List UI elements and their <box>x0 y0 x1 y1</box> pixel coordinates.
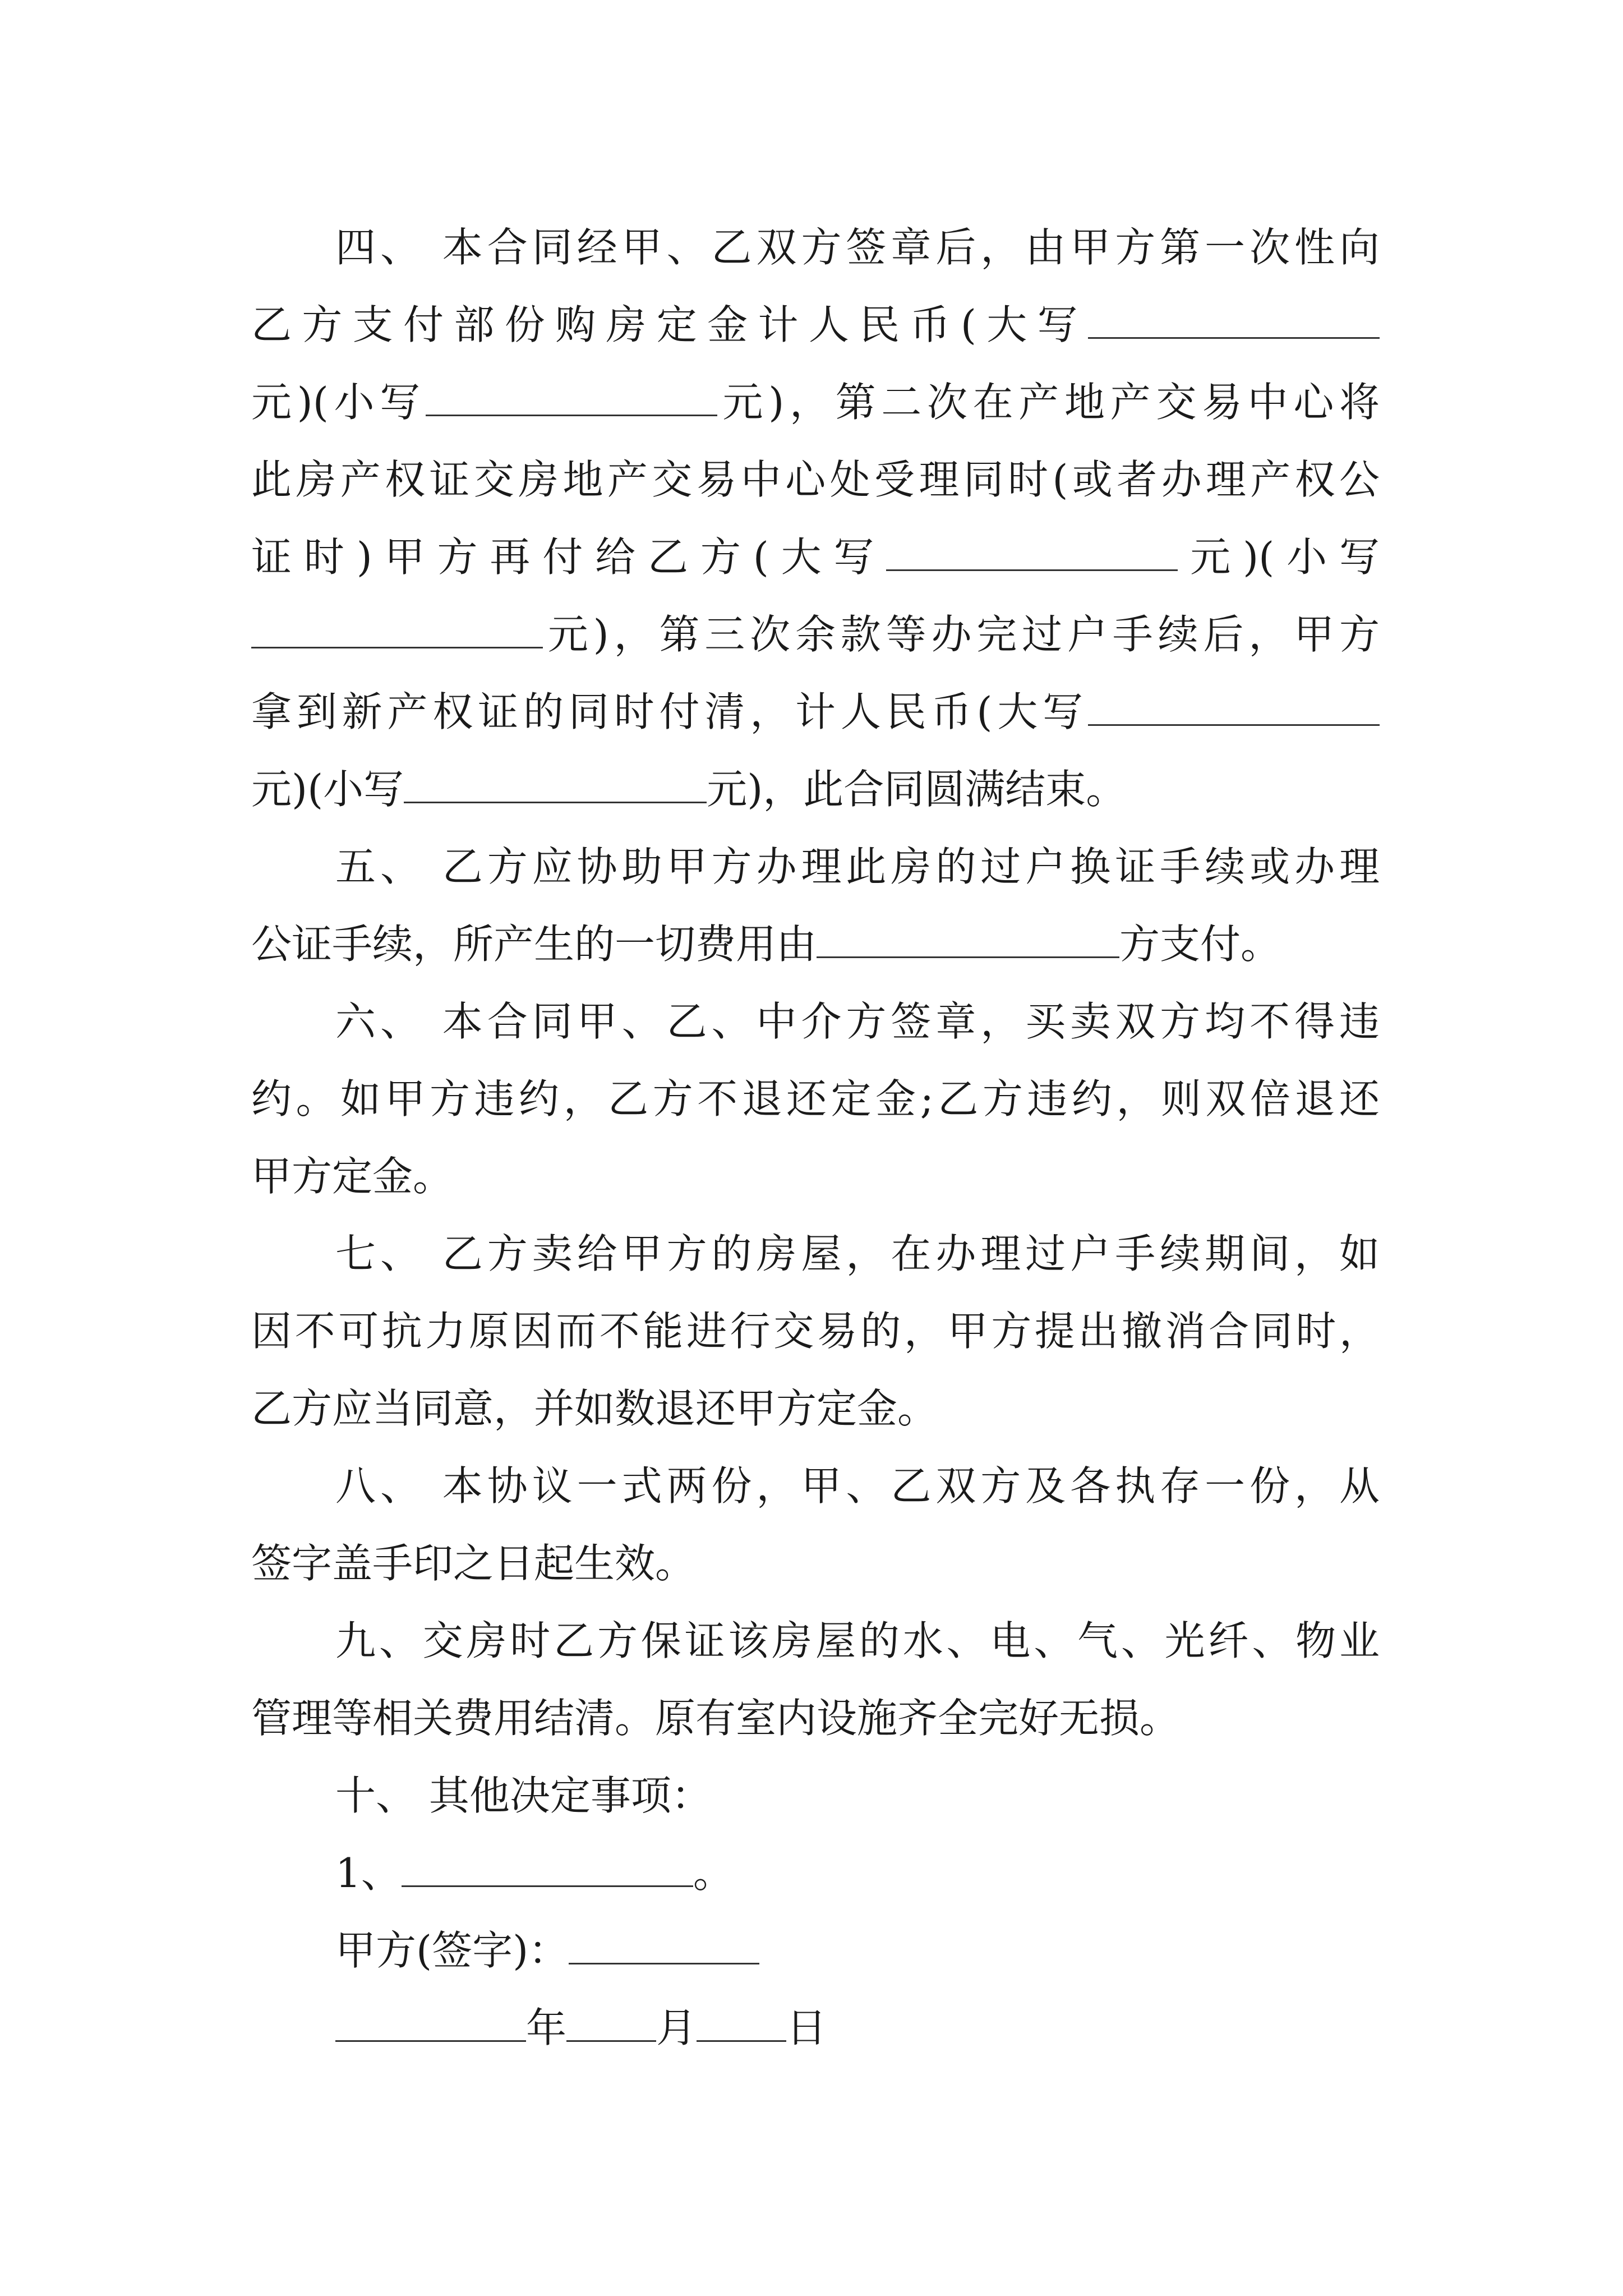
blank-deposit-uppercase <box>1088 302 1380 339</box>
clause-4-line-1: 四、 本合同经甲、乙双方签章后，由甲方第一次性向 <box>335 224 1380 271</box>
clause-5-text: 公证手续，所产生的一切费用由 <box>251 921 817 968</box>
clause-4-text: 元)(小写 <box>251 379 426 426</box>
year-label: 年 <box>526 2004 567 2051</box>
clause-6-line-1: 六、 本合同甲、乙、中介方签章，买卖双方均不得违 <box>335 998 1380 1045</box>
blank-deposit-lowercase <box>426 380 717 416</box>
clause-7-line-3: 乙方应当同意，并如数退还甲方定金。 <box>251 1385 938 1432</box>
blank-party-a-signature <box>569 1928 759 1964</box>
clause-7-line-2: 因不可抗力原因而不能进行交易的，甲方提出撤消合同时， <box>251 1308 1380 1355</box>
blank-fee-payer <box>817 922 1119 958</box>
blank-final-payment-lowercase <box>404 767 707 803</box>
clause-4-text: 元)，第三次余款等办完过户手续后，甲方 <box>543 611 1380 658</box>
item-number: 1、 <box>335 1849 402 1897</box>
clause-10-line-1: 十、 其他决定事项： <box>335 1772 712 1819</box>
clause-8-line-1: 八、 本协议一式两份，甲、乙双方及各执存一份，从 <box>335 1462 1380 1510</box>
clause-5-line-1: 五、 乙方应协助甲方办理此房的过户换证手续或办理 <box>335 843 1380 890</box>
clause-10-item-1 <box>251 1834 1380 1912</box>
clause-4-text: 拿到新产权证的同时付清，计人民币(大写 <box>251 688 1088 735</box>
blank-other-matter <box>402 1851 693 1887</box>
date-line <box>251 1989 1380 2067</box>
clause-4-text: 元)(小写 <box>1178 533 1380 581</box>
clause-4-line-3 <box>251 364 1380 441</box>
clause-4-line-2 <box>251 286 1380 364</box>
clause-4-line-8 <box>251 751 1380 828</box>
blank-year <box>335 2005 526 2042</box>
clause-4-text: 元)，此合同圆满结束。 <box>707 766 1127 813</box>
party-a-signature-label: 甲方(签字)： <box>335 1927 569 1974</box>
clause-4-text: 证时)甲方再付给乙方(大写 <box>251 533 887 581</box>
clause-9-line-2: 管理等相关费用结清。原有室内设施齐全完好无损。 <box>251 1695 1181 1742</box>
item-end: 。 <box>693 1849 734 1897</box>
clause-4-line-6 <box>251 596 1380 673</box>
clause-4-text: 元)，第二次在产地产交易中心将 <box>717 379 1380 426</box>
clause-4-text: 乙方支付部份购房定金计人民币(大写 <box>251 301 1088 348</box>
blank-second-payment-lowercase <box>251 612 543 648</box>
blank-final-payment-uppercase <box>1088 689 1380 726</box>
clause-6-line-2: 约。如甲方违约，乙方不退还定金;乙方违约，则双倍退还 <box>251 1075 1380 1122</box>
clause-5-text: 方支付。 <box>1119 921 1281 968</box>
clause-4-line-5 <box>251 518 1380 596</box>
clause-4-line-4: 此房产权证交房地产交易中心处受理同时(或者办理产权公 <box>251 456 1380 503</box>
blank-day <box>697 2005 786 2042</box>
clause-7-line-1: 七、 乙方卖给甲方的房屋，在办理过户手续期间，如 <box>335 1230 1380 1277</box>
clause-4-line-7 <box>251 673 1380 751</box>
clause-6-line-3: 甲方定金。 <box>251 1153 454 1200</box>
clause-5-line-2 <box>251 905 1380 983</box>
day-label: 日 <box>786 2004 827 2051</box>
contract-body <box>251 209 1380 2067</box>
blank-second-payment-uppercase <box>886 535 1178 571</box>
clause-9-line-1: 九、交房时乙方保证该房屋的水、电、气、光纤、物业 <box>335 1617 1380 1664</box>
month-label: 月 <box>656 2004 697 2051</box>
signature-line <box>251 1912 1380 1989</box>
blank-month <box>566 2005 656 2042</box>
clause-4-text: 元)(小写 <box>251 766 404 813</box>
clause-8-line-2: 签字盖手印之日起生效。 <box>251 1540 696 1587</box>
